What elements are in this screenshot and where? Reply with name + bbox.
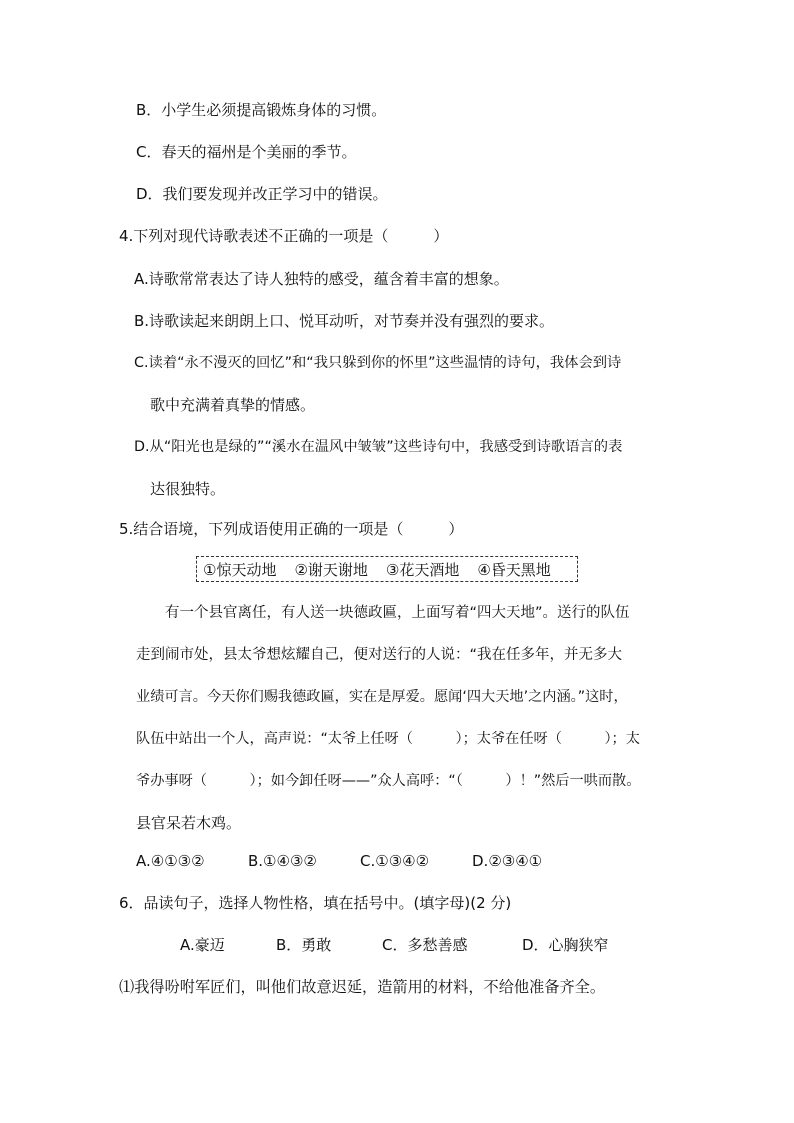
q3-option-b: B．小学生必须提高锻炼身体的习惯。 (136, 101, 387, 119)
q5-option-c: C.①③④② (360, 852, 430, 870)
idiom-2: ②谢天谢地 (294, 560, 368, 579)
q3-option-d: D．我们要发现并改正学习中的错误。 (136, 185, 388, 203)
idiom-3: ③花天酒地 (385, 560, 460, 579)
q5-option-b: B.①④③② (248, 852, 317, 870)
q5-passage-line5: 爷办事呀（ ）；如今卸任呀——”众人高呼：“（ ）！”然后一哄而散。 (136, 773, 641, 789)
idiom-1: ①惊天动地 (203, 560, 277, 579)
q4-option-d-line1: D.从“阳光也是绿的”“溪水在温风中皱皱”这些诗句中，我感受到诗歌语言的表 (134, 439, 623, 455)
q5-passage-line3: 业绩可言。今天你们赐我德政匾，实在是厚爱。愿闻‘四大天地’之内涵。”这时， (136, 689, 628, 705)
q5-passage-line6: 县官呆若木鸡。 (136, 814, 242, 832)
q4-option-c-line2: 歌中充满着真挚的情感。 (150, 396, 316, 414)
q6-options (180, 934, 609, 956)
q6-option-d: D．心胸狭窄 (522, 936, 609, 954)
q6-stem: 6．品读句子，选择人物性格，填在括号中。(填字母)(2 分) (119, 894, 512, 912)
q4-option-d-line2: 达很独特。 (150, 480, 226, 498)
q3-option-c: C．春天的福州是个美丽的季节。 (136, 143, 357, 161)
q5-passage-line4: 队伍中站出一个人，高声说：“太爷上任呀（ ）；太爷在任呀（ ）；太 (136, 731, 640, 747)
q6-sentence-1: ⑴我得吩咐军匠们，叫他们故意迟延，造箭用的材料，不给他准备齐全。 (119, 978, 605, 996)
q5-passage-line2: 走到闹市处，县太爷想炫耀自己，便对送行的人说：“我在任多年，并无多大 (136, 647, 623, 663)
q4-option-c-line1: C.读着“永不漫灭的回忆”和“我只躲到你的怀里”这些温情的诗句，我体会到诗 (134, 355, 622, 371)
q6-option-b: B．勇敢 (276, 936, 332, 954)
q6-option-a: A.豪迈 (180, 936, 225, 954)
q4-option-a: A.诗歌常常表达了诗人独特的感受，蕴含着丰富的想象。 (134, 270, 509, 288)
idiom-box (196, 556, 578, 582)
q5-option-a: A.④①③② (136, 852, 205, 870)
q5-option-d: D.②③④① (472, 852, 543, 870)
q5-options (136, 850, 542, 872)
q5-passage-line1: 有一个县官离任，有人送一块德政匾，上面写着“四大天地”。送行的队伍 (136, 605, 630, 621)
q5-stem: 5.结合语境，下列成语使用正确的一项是（ ） (119, 520, 464, 538)
q4-stem: 4.下列对现代诗歌表述不正确的一项是（ ） (119, 227, 449, 245)
q6-option-c: C．多愁善感 (382, 936, 468, 954)
q4-option-b: B.诗歌读起来朗朗上口、悦耳动听，对节奏并没有强烈的要求。 (134, 312, 555, 330)
idiom-4: ④昏天黑地 (477, 560, 551, 579)
